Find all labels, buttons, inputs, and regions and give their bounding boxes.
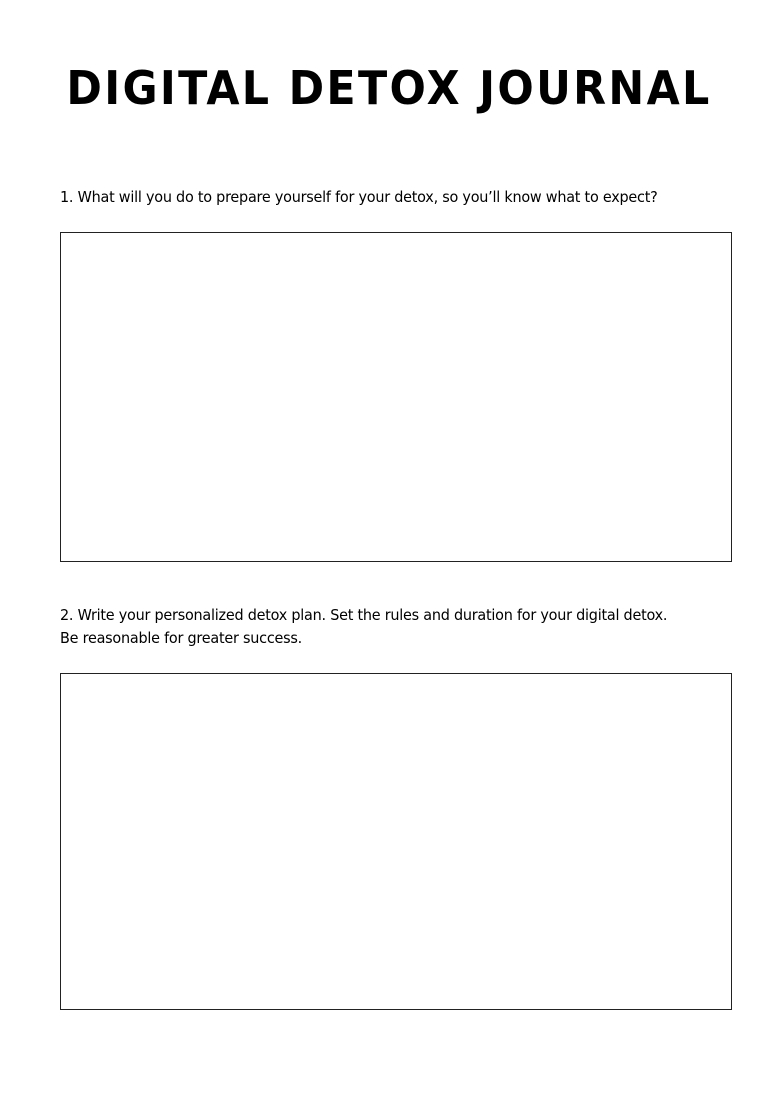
question-1-answer-box[interactable] bbox=[60, 232, 732, 562]
page-title: DIGITAL DETOX JOURNAL bbox=[66, 61, 712, 115]
question-1-prompt: 1. What will you do to prepare yourself for your detox, so you’ll know what to expect? bbox=[60, 188, 658, 206]
question-2-prompt-line-2: Be reasonable for greater success. bbox=[60, 629, 303, 647]
question-2-answer-box[interactable] bbox=[60, 673, 732, 1010]
question-2-prompt bbox=[60, 604, 713, 650]
question-2-prompt-line-1: 2. Write your personalized detox plan. Set the rules and duration for your digital detox. bbox=[60, 606, 668, 624]
